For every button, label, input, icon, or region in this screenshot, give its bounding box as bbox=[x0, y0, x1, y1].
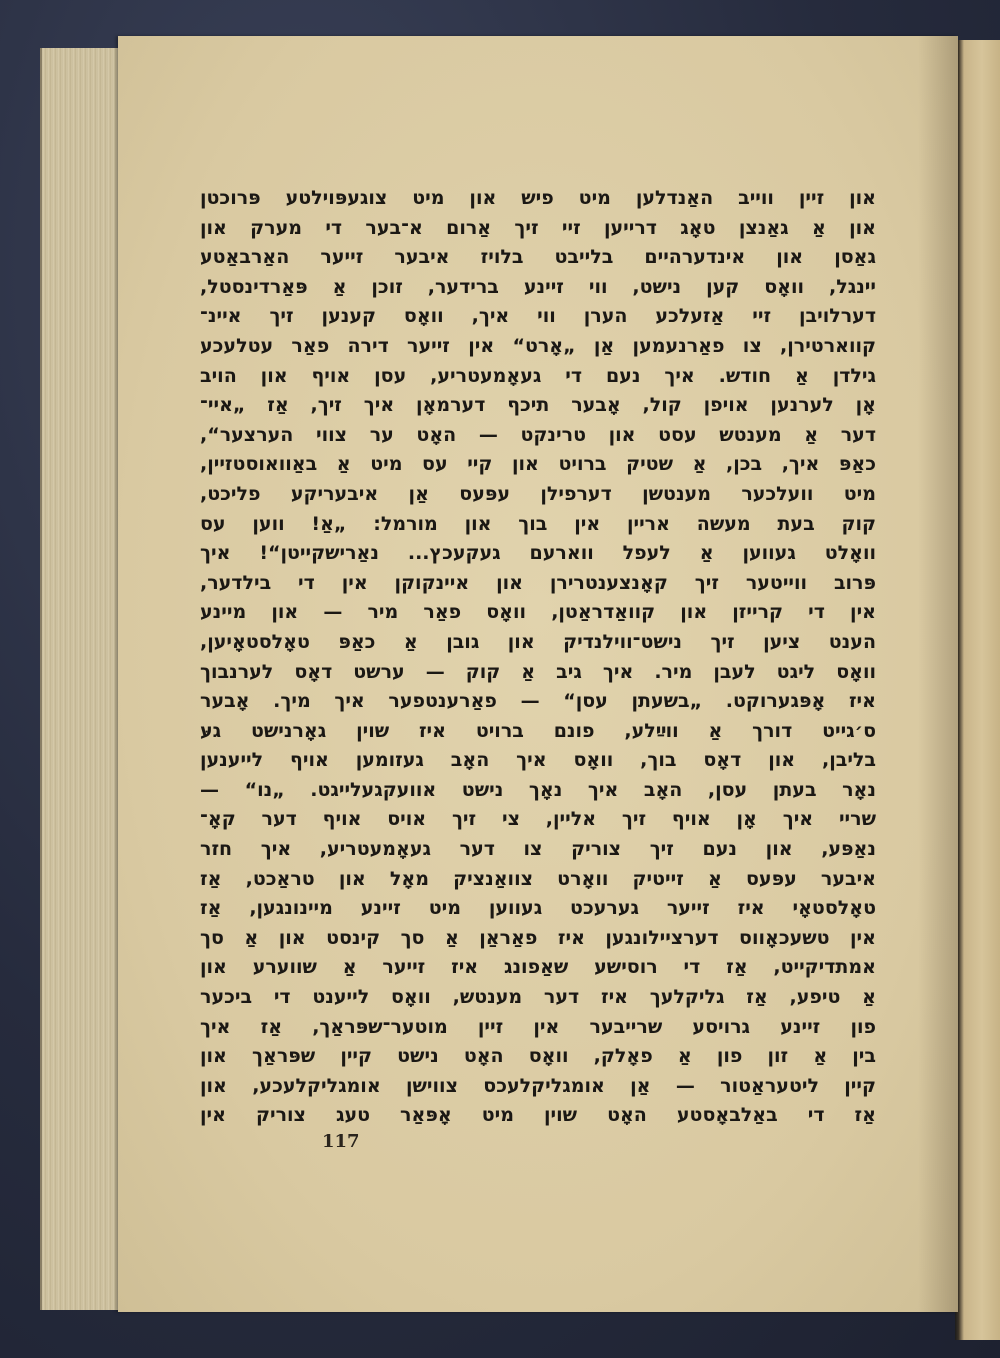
text-line: שריי איך אָן אויף זיך אליין, צי זיך אויס אויף דער קאָ־ bbox=[200, 808, 876, 831]
text-line: קיין ליטעראַטור — אַן אומגליקלעכס צווישן אומגליקלעכע, און bbox=[200, 1074, 876, 1097]
text-line: בין אַ זון פון אַ פאָלק, וואָס האָט נישט קיין שפּראַך און bbox=[200, 1045, 876, 1068]
text-line: און אַ גאַנצן טאָג דרייען זיי זיך אַרום א־בער די מערק און bbox=[200, 216, 876, 239]
text-line: אמתדיקייט, אַז די רוסישע שאַפונג איז זייער אַ שווערע און bbox=[200, 956, 876, 979]
text-line: קוק בעת מעשה אריין אין בוך און מורמל: „אַ! ווען עס bbox=[200, 512, 876, 535]
text-line: אַ טיפע, אַז גליקלעך איז דער מענטש, וואָס לייענט די ביכער bbox=[200, 986, 876, 1009]
text-line: יינגל, וואָס קען נישט, ווי זיינע ברידער, זוכן אַ פּאַרדינסטל, bbox=[200, 275, 876, 298]
text-line: קווארטירן, צו פאַרנעמען אַן „אָרט“ אין זייער דירה פאַר עטלעכע bbox=[200, 334, 876, 357]
page-number: 117 bbox=[322, 1131, 360, 1152]
text-line: איבער עפּעס אַ זייטיק וואָרט צוואַנציק מאָל און טראַכט, אַז bbox=[200, 867, 876, 890]
text-line: וואָלט געווען אַ לעפל ווארעם געקעכץ... נאַרישקייטן“! איך bbox=[200, 542, 876, 565]
text-line: אָן לערנען אויפן קול, אָבער תיכף דערמאָן איך זיך, אַז „איי־ bbox=[200, 394, 876, 417]
gutter-shadow bbox=[918, 36, 958, 1312]
text-line: אַז די באַלבאָסטע האָט שוין מיט אָפּאַר טעג צוריק אין bbox=[200, 1104, 876, 1127]
text-line: נאָר בעתן עסן, האָב איך נאָך נישט אוועקגעלייגט. „נו“ — bbox=[200, 778, 876, 801]
text-line: איז אָפּגערוקט. „בשעתן עסן“ — פאַרענטפער איך מיך. אָבער bbox=[200, 690, 876, 713]
text-line: ס׳גייט דורך אַ ווײַלע, פונם ברויט איז שוין גאָרנישט געּ bbox=[200, 719, 876, 742]
page-text bbox=[200, 184, 876, 1131]
text-line: דער אַ מענטש עסט און טרינקט — האָט ער צווי הערצער“, bbox=[200, 423, 876, 446]
text-line: וואָס ליגט לעבן מיר. איך גיב אַ קוק — ערשט דאָס לערנבוך bbox=[200, 660, 876, 683]
text-line: פּרוב ווייטער זיך קאָנצענטרירן און איינקוקן אין די בילדער, bbox=[200, 571, 876, 594]
text-line: אין טשעכאָווס דערציילונגען איז פאַראַן אַ סך קינסט און אַ סך bbox=[200, 926, 876, 949]
text-line: פון זיינע גרויסע שרייבער אין זיין מוטער־שפּראַך, אַז איך bbox=[200, 1015, 876, 1038]
text-line: גילדן אַ חודש. איך נעם די געאָמעטריע, עסן אויף און הויב bbox=[200, 364, 876, 387]
text-line: מיט וועלכער מענטשן דערפילן עפּעס אַן איבעריקע פליכט, bbox=[200, 482, 876, 505]
text-line: נאַפּע, און נעם זיך צוריק צו דער געאָמעטריע, איך חזר bbox=[200, 838, 876, 861]
text-line: אין די קרייזן און קוואַדראַטן, וואָס פאַר מיר — און מיינע bbox=[200, 601, 876, 624]
facing-page-edge bbox=[955, 40, 1000, 1340]
text-line: הענט ציען זיך נישט־ווילנדיק און גובן אַ כאַפּ טאָלסטאָיען, bbox=[200, 630, 876, 653]
text-line: גאַסן און אינדערהיים בלייבט בלויז איבער זייער האַרבאַטע bbox=[200, 246, 876, 269]
page-edges bbox=[40, 48, 124, 1310]
text-line: דערלויבן זיי אַזעלכע הערן ווי איך, וואָס קענען זיך איינ־ bbox=[200, 305, 876, 328]
text-line: און זיין ווייב האַנדלען מיט פיש און מיט צוגעפּוילטע פּרוכטן bbox=[200, 187, 876, 209]
text-line: בליבן, און דאָס בוך, וואָס איך האָב געזומען אויף לייענען bbox=[200, 749, 876, 772]
text-line: טאָלסטאָי איז זייער גערעכט געווען מיט זיינע מיינונגען, אַז bbox=[200, 897, 876, 920]
text-line: כאַפּ איך, בכן, אַ שטיק ברויט און קיי עס מיט אַ באַוואוסטזיין, bbox=[200, 453, 876, 476]
